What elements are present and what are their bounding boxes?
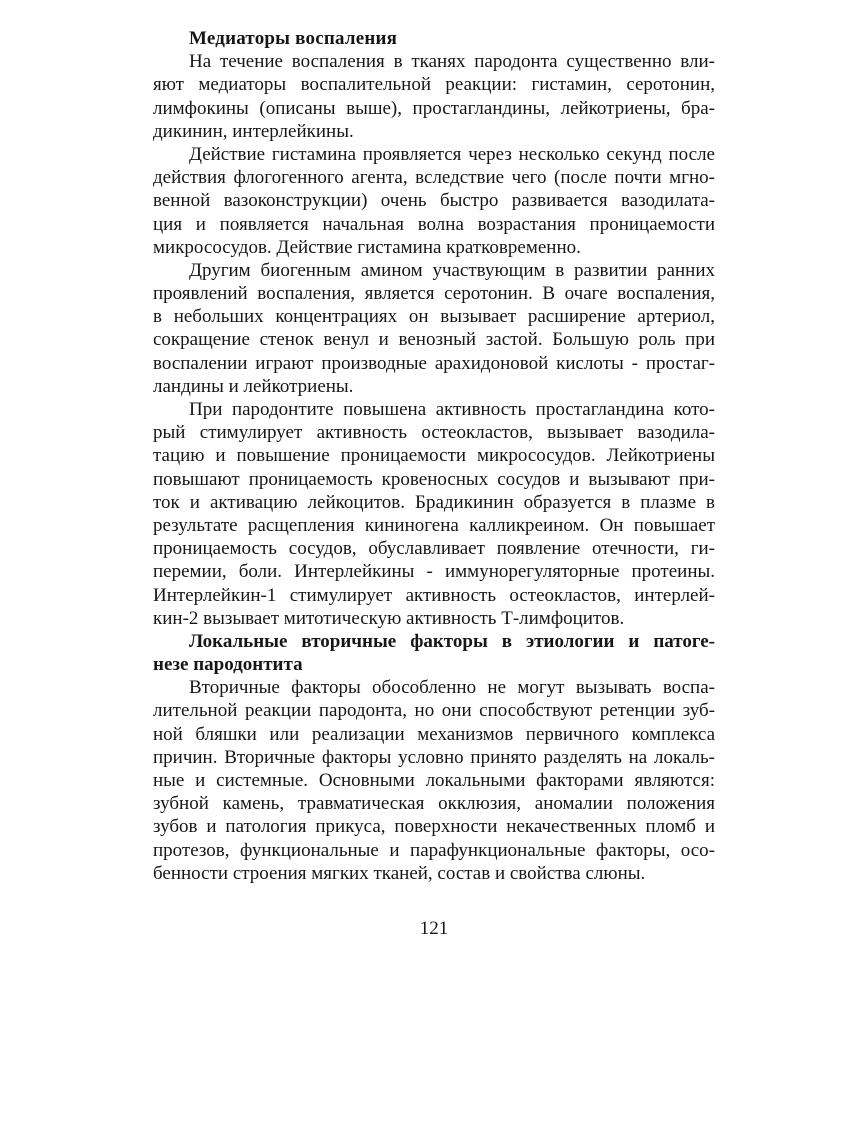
text-line: ция и появляется начальная волна возрастания проницаемости xyxy=(153,213,715,235)
paragraph-prostaglandins xyxy=(153,398,715,630)
text-line: проявлений воспаления, является серотонин. В очаге воспаления, xyxy=(153,283,715,305)
paragraph-histamine xyxy=(153,143,715,259)
text-line: воспалении играют производные арахидоновой кислоты - простаг- xyxy=(153,352,715,374)
text-line: При пародонтите повышена активность простагландина кото- xyxy=(189,399,715,420)
page-number: 121 xyxy=(419,918,449,939)
text-line: причин. Вторичные факторы условно принято разделять на локаль- xyxy=(153,746,715,768)
paragraph-serotonin xyxy=(153,259,715,398)
text-line: лимфокины (описаны выше), простагландины, лейкотриены, бра- xyxy=(153,97,715,119)
text-line: Действие гистамина проявляется через несколько секунд после xyxy=(189,143,715,165)
text-line: кин-2 вызывает митотическую активность Т-лимфоцитов. xyxy=(153,607,625,629)
text-line: На течение воспаления в тканях пародонта существенно вли- xyxy=(189,51,715,73)
text-line: перемии, боли. Интерлейкины - иммунорегуляторные протеины. xyxy=(153,561,715,583)
text-line: ландины и лейкотриены. xyxy=(153,375,354,397)
text-line: бенности строения мягких тканей, состав и свойства слюны. xyxy=(153,862,646,884)
text-line: лительной реакции пародонта, но они способствуют ретенции зуб- xyxy=(153,700,715,722)
text-line: рый стимулирует активность остеокластов, вызывает вазодила- xyxy=(153,422,715,444)
text-line: Интерлейкин-1 стимулирует активность остеокластов, интерлей- xyxy=(153,584,715,606)
text-line: результате расщепления кининогена калликреином. Он повышает xyxy=(153,514,715,536)
text-line: ные и системные. Основными локальными факторами являются: xyxy=(153,770,715,791)
text-line: Другим биогенным амином участвующим в развитии ранних xyxy=(189,259,715,281)
text-line: тацию и повышение проницаемости микрососудов. Лейкотриены xyxy=(153,445,715,467)
text-line: протезов, функциональные и парафункциональные факторы, осо- xyxy=(153,839,715,861)
paragraph-mediators-intro xyxy=(153,50,715,143)
text-line: Вторичные факторы обособленно не могут вызывать воспа- xyxy=(189,677,715,699)
heading-line: незе пародонтита xyxy=(153,654,303,676)
text-line: дикинин, интерлейкины. xyxy=(153,120,354,142)
paragraph-secondary-factors xyxy=(153,676,715,885)
text-line: зубной камень, травматическая окклюзия, аномалии положения xyxy=(153,793,715,815)
text-line: венной вазоконструкции) очень быстро развивается вазодилата- xyxy=(153,190,715,212)
text-line: зубов и патология прикуса, поверхности некачественных пломб и xyxy=(153,816,715,838)
heading-line: Локальные вторичные факторы в этиологии и патоге- xyxy=(189,630,715,652)
text-line: повышают проницаемость кровеносных сосудов и вызывают при- xyxy=(153,468,715,490)
text-line: микрососудов. Действие гистамина кратковременно. xyxy=(153,236,581,258)
text-line: проницаемость сосудов, обуславливает появление отечности, ги- xyxy=(153,538,715,560)
text-line: действия флогогенного агента, вследствие чего (после почти мгно- xyxy=(153,167,715,189)
text-line: яют медиаторы воспалительной реакции: гистамин, серотонин, xyxy=(153,74,715,96)
text-line: ток и активацию лейкоцитов. Брадикинин образуется в плазме в xyxy=(153,491,715,513)
text-line: сокращение стенок венул и венозный застой. Большую роль при xyxy=(153,329,715,351)
section-heading-secondary-factors xyxy=(153,630,715,676)
text-line: в небольших концентрациях он вызывает расширение артериол, xyxy=(153,306,715,328)
text-line: ной бляшки или реализации механизмов первичного комплекса xyxy=(153,723,715,745)
book-page xyxy=(153,27,715,885)
section-heading-mediators: Медиаторы воспаления xyxy=(189,28,398,49)
